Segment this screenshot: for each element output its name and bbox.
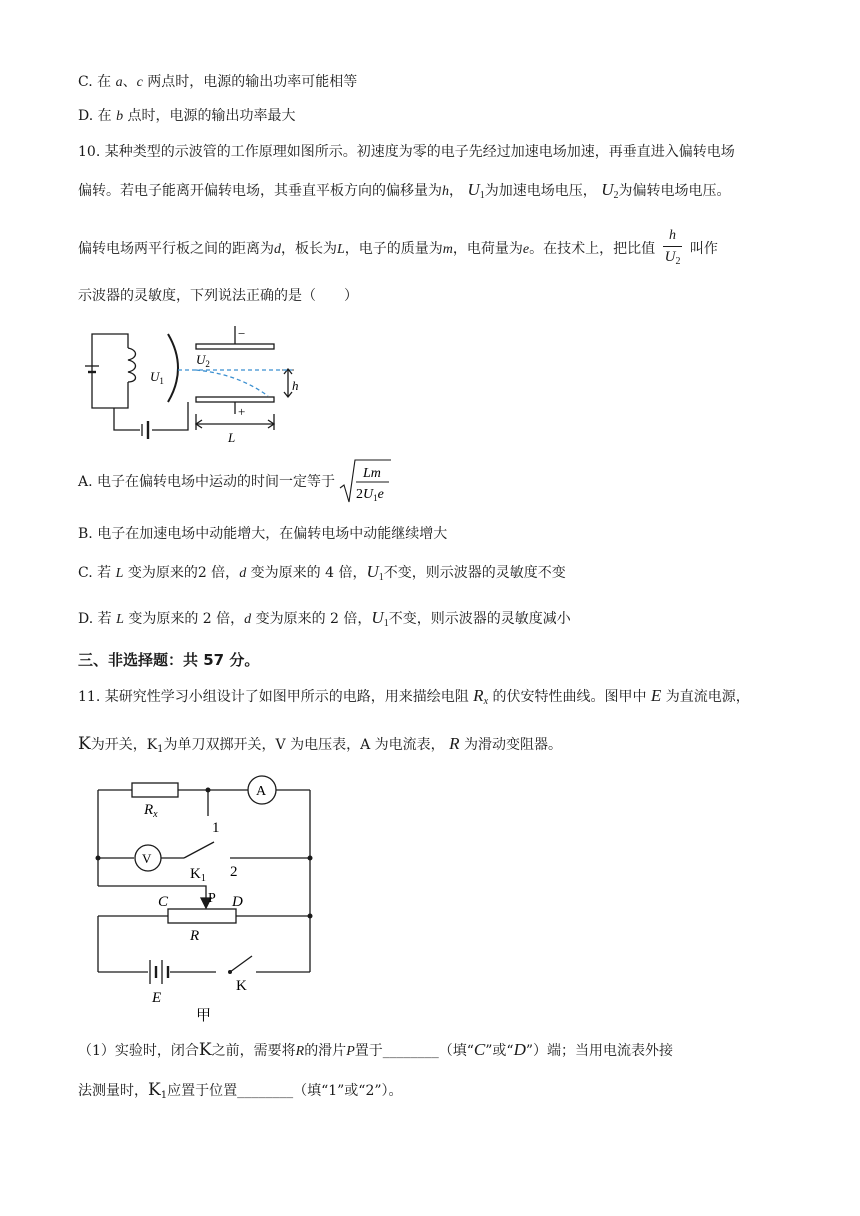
u1-label: $U_1$: [150, 369, 164, 386]
contact-1-label: 1: [212, 820, 220, 836]
q10-stem-line4: 示波器的灵敏度，下列说法正确的是（ ）: [78, 288, 358, 304]
filament-circuit-wire: [92, 334, 128, 408]
q11-stem-line2: K为开关，$K_1$为单刀双掷开关，V 为电压表，A 为电流表， R 为滑动变阻器。: [78, 734, 562, 755]
e-label: E: [152, 990, 162, 1006]
q11-part1-line2: 法测量时，$K_1$应置于位置________（填“1”或“2”）。: [78, 1080, 403, 1101]
q10-option-d: D. 若 L 变为原来的 2 倍，d 变为原来的 2 倍，$U_1$不变，则示波器的灵敏度减小: [78, 608, 571, 629]
q10-stem-line1: 10. 某种类型的示波管的工作原理如图所示。初速度为零的电子先经过加速电场加速，再垂直进入偏转电场: [78, 144, 735, 160]
q10-stem-line3: 偏转电场两平行板之间的距离为d，板长为L，电子的质量为m，电荷量为e。在技术上，把比值 $\frac{h}{U_2}$ 叫作: [78, 224, 718, 275]
q10-stem-line2: 偏转。若电子能离开偏转电场，其垂直平板方向的偏移量为h， $U_1$为加速电场电压， $U_2$为偏转电场电压。: [78, 180, 731, 201]
p-label: P: [208, 891, 216, 906]
svg-text:Lm: Lm: [363, 466, 382, 481]
oscilloscope-diagram: [78, 318, 298, 446]
top-deflection-plate: [196, 344, 274, 349]
rheostat: [168, 909, 236, 923]
sqrt-expression: [339, 458, 391, 506]
circuit-diagram-jia: [86, 770, 326, 1026]
anode-plate: [168, 334, 178, 402]
h-label: h: [292, 378, 298, 393]
svg-text:2U1e: $2U_1e$: [356, 487, 385, 503]
rx-label: $R_x$: [144, 802, 158, 820]
sensitivity-fraction: $\frac{h}{U_2}$: [664, 228, 681, 267]
l-label: L: [228, 430, 236, 445]
k-label: K: [236, 978, 247, 994]
r-label: R: [190, 928, 200, 944]
k1-blade: [184, 842, 214, 858]
q10-option-a: A. 电子在偏转电场中运动的时间一定等于 Lm $2U_1e$: [78, 458, 391, 506]
q9-option-c: C. 在 a、c 两点时，电源的输出功率可能相等: [78, 74, 358, 90]
contact-2-label: 2: [230, 864, 238, 880]
bottom-deflection-plate: [196, 397, 274, 402]
figure-caption: 甲: [196, 1008, 212, 1024]
electron-trajectory: [196, 370, 268, 396]
d-label: D: [232, 894, 243, 910]
section-heading: 三、非选择题：共 57 分。: [78, 651, 260, 669]
q11-stem-line1: 11. 某研究性学习小组设计了如图甲所示的电路，用来描绘电阻 $R_x$ 的伏安特性曲线。图甲中 E 为直流电源，: [78, 686, 750, 707]
minus-sign: −: [238, 326, 246, 341]
u2-label: $U_2$: [196, 352, 210, 369]
k1-label: $K_1$: [190, 866, 206, 884]
ammeter-label: A: [256, 784, 267, 799]
accelerating-wire: [114, 408, 140, 430]
q10-option-c: C. 若 L 变为原来的2 倍，d 变为原来的 4 倍，$U_1$不变，则示波器的灵敏度不变: [78, 562, 566, 583]
voltmeter-label: V: [142, 851, 152, 866]
q11-part1-line1: （1）实验时，闭合K之前，需要将R的滑片P置于________（填“C”或“D”）端；当用电流表外接: [78, 1040, 674, 1060]
rx-resistor: [132, 783, 178, 797]
filament-coil: [128, 348, 136, 382]
q10-option-b: B. 电子在加速电场中动能增大，在偏转电场中动能继续增大: [78, 526, 448, 542]
q9-option-d: D. 在 b 点时，电源的输出功率最大: [78, 108, 296, 124]
plus-sign: +: [238, 404, 246, 419]
c-label: C: [158, 894, 169, 910]
switch-k-blade: [230, 956, 252, 972]
